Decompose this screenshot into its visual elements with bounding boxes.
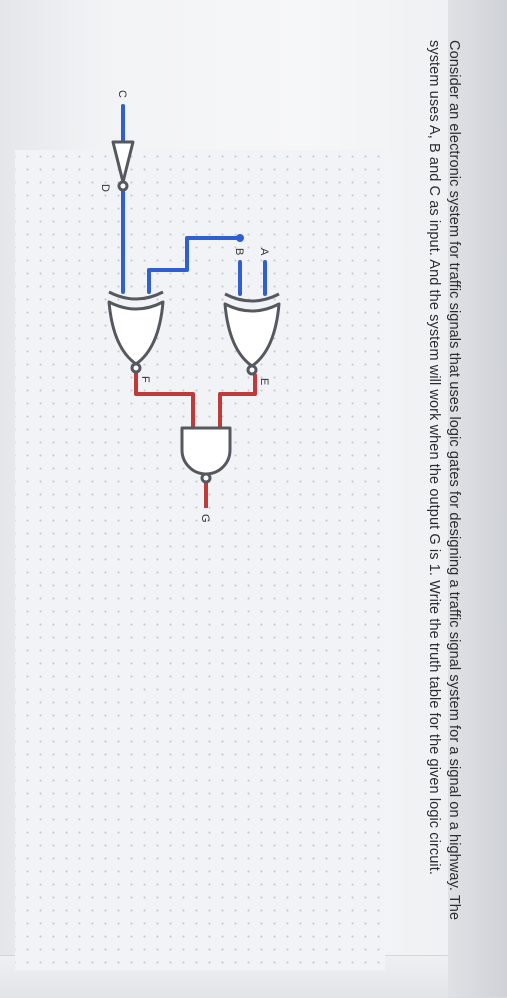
label-c: C <box>116 90 128 98</box>
input-wires <box>123 106 265 294</box>
label-d: D <box>99 184 111 192</box>
circuit-svg <box>15 90 385 970</box>
label-a: A <box>258 248 270 256</box>
wire-b-branch <box>149 238 240 292</box>
label-f: F <box>139 376 151 383</box>
nand-gate <box>182 428 230 482</box>
not-gate <box>113 142 133 190</box>
logic-circuit-diagram <box>15 90 385 970</box>
wire-e <box>220 374 255 428</box>
label-e: E <box>258 378 270 386</box>
label-g: G <box>199 514 211 523</box>
xnor-gate-2 <box>109 292 163 372</box>
label-b: B <box>233 248 245 256</box>
gates <box>109 142 279 482</box>
question-text: Consider an electronic system for traffic signals that uses logic gates for designing a traffic signal system for a signal on a highway. The system uses A, B and C as input. And the system will work when the output G is 1. Write the truth table for the given logic circuit. <box>426 40 462 921</box>
xnor-gate-1 <box>225 294 279 374</box>
wire-junction <box>236 234 244 242</box>
